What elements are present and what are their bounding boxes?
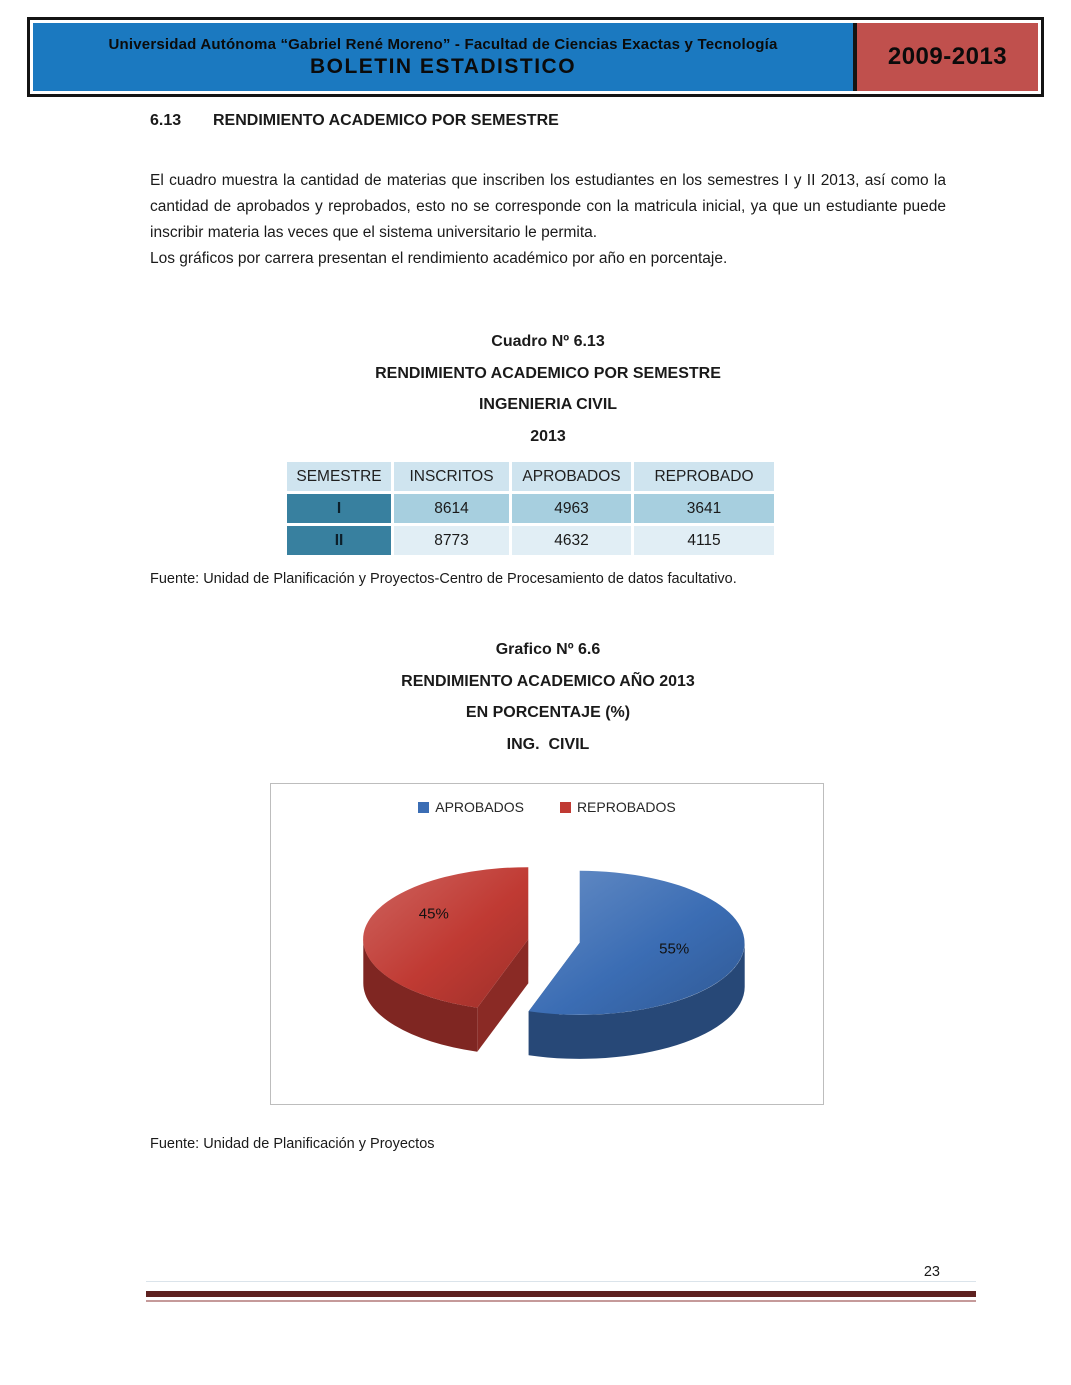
chart-title-block xyxy=(150,634,946,760)
chart-title-line: EN PORCENTAJE (%) xyxy=(465,704,631,721)
table-title-block xyxy=(150,326,946,452)
page-number: 23 xyxy=(923,1264,940,1280)
chart-title-line: ING. CIVIL xyxy=(506,735,590,753)
pie-data-label: 55% xyxy=(659,940,690,958)
pie-slice xyxy=(529,871,745,1059)
table-cell: 8773 xyxy=(394,526,509,555)
table-title-line: INGENIERIA CIVIL xyxy=(478,396,618,413)
table-cell: 3641 xyxy=(634,494,774,523)
body-paragraph: Los gráficos por carrera presentan el rendimiento académico por año en porcentaje. xyxy=(150,250,728,267)
section-title: RENDIMIENTO ACADEMICO POR SEMESTRE xyxy=(213,112,559,129)
table-title-line: Cuadro Nº 6.13 xyxy=(491,333,605,350)
chart-title-line: Grafico Nº 6.6 xyxy=(495,641,601,658)
table-cell: 4115 xyxy=(634,526,774,555)
pie-data-label: 45% xyxy=(418,905,449,923)
legend-swatch-icon xyxy=(560,802,571,813)
legend-label: APROBADOS xyxy=(435,799,524,815)
header-banner xyxy=(27,17,1044,97)
table-header-cell: INSCRITOS xyxy=(394,462,509,491)
table-cell: 4632 xyxy=(512,526,631,555)
institution-title: Universidad Autónoma “Gabriel René Moreno” - Facultad de Ciencias Exactas y Tecnología xyxy=(108,35,778,53)
table-header-cell: REPROBADO xyxy=(634,462,774,491)
legend-swatch-icon xyxy=(418,802,429,813)
section-number: 6.13 xyxy=(150,112,182,129)
pie-chart xyxy=(271,784,825,1106)
source-note: Fuente: Unidad de Planificación y Proyectos xyxy=(150,1136,435,1152)
chart-legend xyxy=(271,799,823,815)
chart-title-line: RENDIMIENTO ACADEMICO AÑO 2013 xyxy=(401,672,695,690)
table-cell: 4963 xyxy=(512,494,631,523)
body-text xyxy=(150,168,946,272)
table-cell-semester: II xyxy=(287,526,391,555)
table-cell-semester: I xyxy=(287,494,391,523)
footer-faint-line xyxy=(146,1281,976,1282)
header-banner-inner xyxy=(33,23,1038,91)
body-paragraph: El cuadro muestra la cantidad de materias que inscriben los estudiantes en los semestres I y II 2013, así como la cantidad de aprobados y reprobados, esto no se corresponde con la matricula inicial, ya que un estudiante puede inscribir materia las veces que el sistema universitario le permita. xyxy=(150,172,946,241)
source-note: Fuente: Unidad de Planificación y Proyectos-Centro de Procesamiento de datos facultativo. xyxy=(150,571,737,587)
years-badge: 2009-2013 xyxy=(857,23,1038,91)
footer-thick-rule xyxy=(146,1291,976,1297)
pie-slice xyxy=(363,867,528,1052)
table-header-cell: APROBADOS xyxy=(512,462,631,491)
footer-thin-rule xyxy=(146,1300,976,1302)
section-heading xyxy=(150,112,559,130)
pie-chart-frame xyxy=(270,783,824,1105)
header-blue-panel xyxy=(33,23,853,91)
table-title-line: RENDIMIENTO ACADEMICO POR SEMESTRE xyxy=(375,364,721,382)
table-title-line: 2013 xyxy=(530,427,566,445)
legend-label: REPROBADOS xyxy=(576,799,676,815)
bulletin-title: BOLETIN ESTADISTICO xyxy=(309,54,577,78)
data-table xyxy=(287,462,774,555)
table-header-cell: SEMESTRE xyxy=(287,462,391,491)
legend-item xyxy=(418,799,524,815)
legend-item xyxy=(560,799,676,815)
table-cell: 8614 xyxy=(394,494,509,523)
